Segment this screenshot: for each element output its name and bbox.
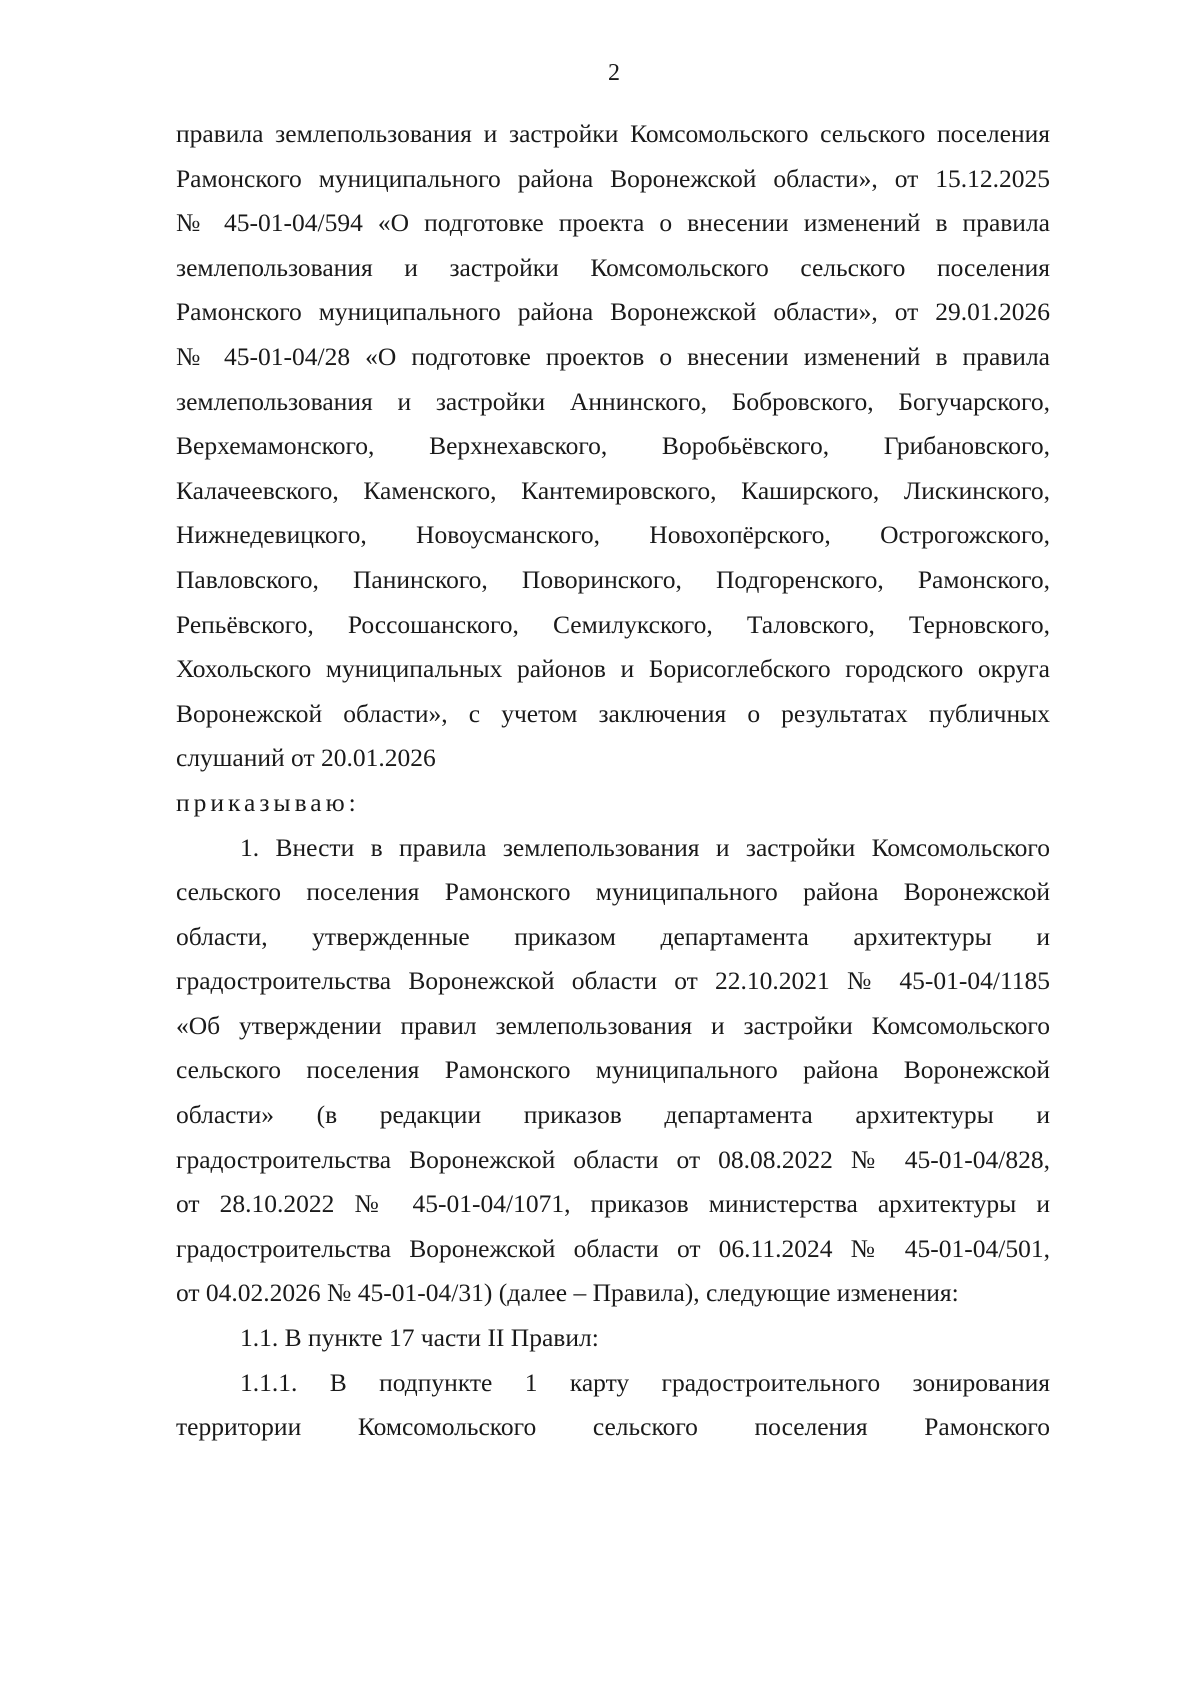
order-keyword: приказываю:	[176, 787, 360, 817]
text-line: Павловского, Панинского, Поворинского, Подгоренского, Рамонского,	[176, 564, 1050, 594]
text-line: правила землепользования и застройки Комсомольского сельского поселения	[176, 119, 1050, 148]
text-line: Нижнедевицкого, Новоусманского, Новохопёрского, Острогожского,	[176, 520, 1050, 550]
text-line: области» (в редакции приказов департамента архитектуры и	[176, 1100, 1050, 1130]
text-line: Верхемамонского, Верхнехавского, Воробьёвского, Грибановского,	[176, 431, 1050, 461]
text-line: области, утвержденные приказом департамента архитектуры и	[176, 921, 1050, 951]
text-line: градостроительства Воронежской области от 22.10.2021 № 45-01-04/1185	[176, 966, 1050, 996]
page-number: 2	[608, 60, 620, 86]
text-line: Рамонского муниципального района Воронежской области», от 15.12.2025	[176, 163, 1050, 193]
text-line: от 04.02.2026 № 45-01-04/31) (далее – Правила), следующие изменения:	[176, 1278, 959, 1308]
text-line: слушаний от 20.01.2026	[176, 743, 436, 773]
text-line: № 45-01-04/28 «О подготовке проектов о внесении изменений в правила	[176, 341, 1050, 371]
text-line: от 28.10.2022 № 45-01-04/1071, приказов министерства архитектуры и	[176, 1189, 1050, 1219]
text-line: Репьёвского, Россошанского, Семилукского, Таловского, Терновского,	[176, 609, 1050, 639]
text-line: градостроительства Воронежской области от 06.11.2024 № 45-01-04/501,	[176, 1233, 1050, 1263]
text-line: сельского поселения Рамонского муниципального района Воронежской	[176, 877, 1050, 907]
document-body	[176, 112, 1050, 1450]
clause-1-start: 1. Внести в правила землепользования и застройки Комсомольского	[240, 832, 1050, 862]
text-line: № 45-01-04/594 «О подготовке проекта о внесении изменений в правила	[176, 208, 1050, 238]
clause-1-1-1-start: 1.1.1. В подпункте 1 карту градостроительного зонирования	[240, 1367, 1050, 1397]
clause-1-1: 1.1. В пункте 17 части II Правил:	[240, 1323, 599, 1353]
text-line: «Об утверждении правил землепользования и застройки Комсомольского	[176, 1010, 1050, 1040]
text-line: Хохольского муниципальных районов и Борисоглебского городского округа	[176, 654, 1050, 684]
text-line: Калачеевского, Каменского, Кантемировского, Каширского, Лискинского,	[176, 475, 1050, 505]
text-line: сельского поселения Рамонского муниципального района Воронежской	[176, 1055, 1050, 1085]
text-line: землепользования и застройки Аннинского, Бобровского, Богучарского,	[176, 386, 1050, 416]
text-line: территории Комсомольского сельского поселения Рамонского	[176, 1412, 1050, 1442]
text-line: градостроительства Воронежской области от 08.08.2022 № 45-01-04/828,	[176, 1144, 1050, 1174]
text-line: Рамонского муниципального района Воронежской области», от 29.01.2026	[176, 297, 1050, 327]
text-line: Воронежской области», с учетом заключения о результатах публичных	[176, 698, 1050, 728]
text-line: землепользования и застройки Комсомольского сельского поселения	[176, 252, 1050, 282]
